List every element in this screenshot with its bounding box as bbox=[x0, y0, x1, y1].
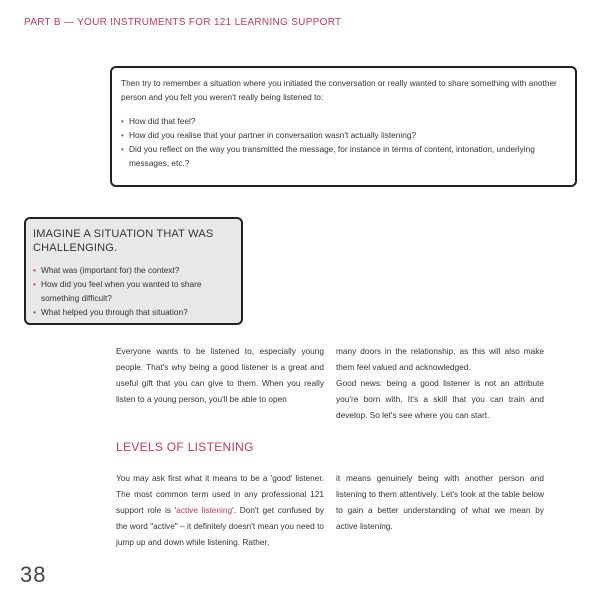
list-item: • How did you feel when you wanted to share something difficult? bbox=[33, 279, 202, 303]
paragraph: Everyone wants to be listened to, especially young people. That's why being a good listener is a great and useful gift that you can give to them. When you really listen to a young person, you'll be able to open bbox=[116, 346, 324, 404]
body-column-3 bbox=[116, 470, 324, 550]
list-item: • Did you reflect on the way you transmitted the message, for instance in terms of content, intonation, underlying messages, etc.? bbox=[121, 144, 535, 168]
reflection-box bbox=[110, 66, 577, 187]
challenge-box bbox=[24, 217, 243, 325]
list-item: • What helped you through that situation? bbox=[33, 307, 188, 317]
challenge-list bbox=[33, 263, 234, 319]
paragraph: many doors in the relationship, as this will also make them feel valued and acknowledged. bbox=[336, 346, 544, 372]
bullet-icon: • bbox=[33, 279, 36, 289]
paragraph: it means genuinely being with another person and listening to them attentively. Let's look at the table below to gain a better understanding of what we mean by active listening. bbox=[336, 473, 544, 531]
bullet-icon: • bbox=[33, 307, 36, 317]
list-item: • How did you realise that your partner in conversation wasn't actually listening? bbox=[121, 130, 417, 140]
bullet-icon: • bbox=[121, 144, 124, 154]
body-column-4 bbox=[336, 470, 544, 534]
bullet-icon: • bbox=[33, 265, 36, 275]
highlight-term: active listening bbox=[176, 505, 233, 515]
running-header: PART B — YOUR INSTRUMENTS FOR 121 LEARNING SUPPORT bbox=[24, 17, 342, 28]
list-item: • What was (important for) the context? bbox=[33, 265, 180, 275]
bullet-icon: • bbox=[121, 116, 124, 126]
paragraph: You may ask first what it means to be a 'good' listener. The most common term used in any professional 121 support role is 'active listening'. Don't get confused by the word "active" – it definitely doesn't mean you need to jump up and down while listening. Rather, bbox=[116, 473, 324, 547]
challenge-title: IMAGINE A SITUATION THAT WAS CHALLENGING. bbox=[33, 228, 214, 254]
body-column-2 bbox=[336, 343, 544, 423]
list-item: • How did that feel? bbox=[121, 116, 196, 126]
section-heading: LEVELS OF LISTENING bbox=[116, 440, 254, 454]
reflection-list bbox=[121, 114, 566, 170]
page-number: 38 bbox=[20, 562, 47, 587]
bullet-icon: • bbox=[121, 130, 124, 140]
paragraph: Good news: being a good listener is not an attribute you're born with. It's a skill that you can train and develop. So let's see where you can start. bbox=[336, 378, 544, 420]
body-column-1 bbox=[116, 343, 324, 407]
reflection-intro: Then try to remember a situation where you initiated the conversation or really wanted to share something with another person and you felt you weren't really being listened to: bbox=[121, 78, 557, 102]
